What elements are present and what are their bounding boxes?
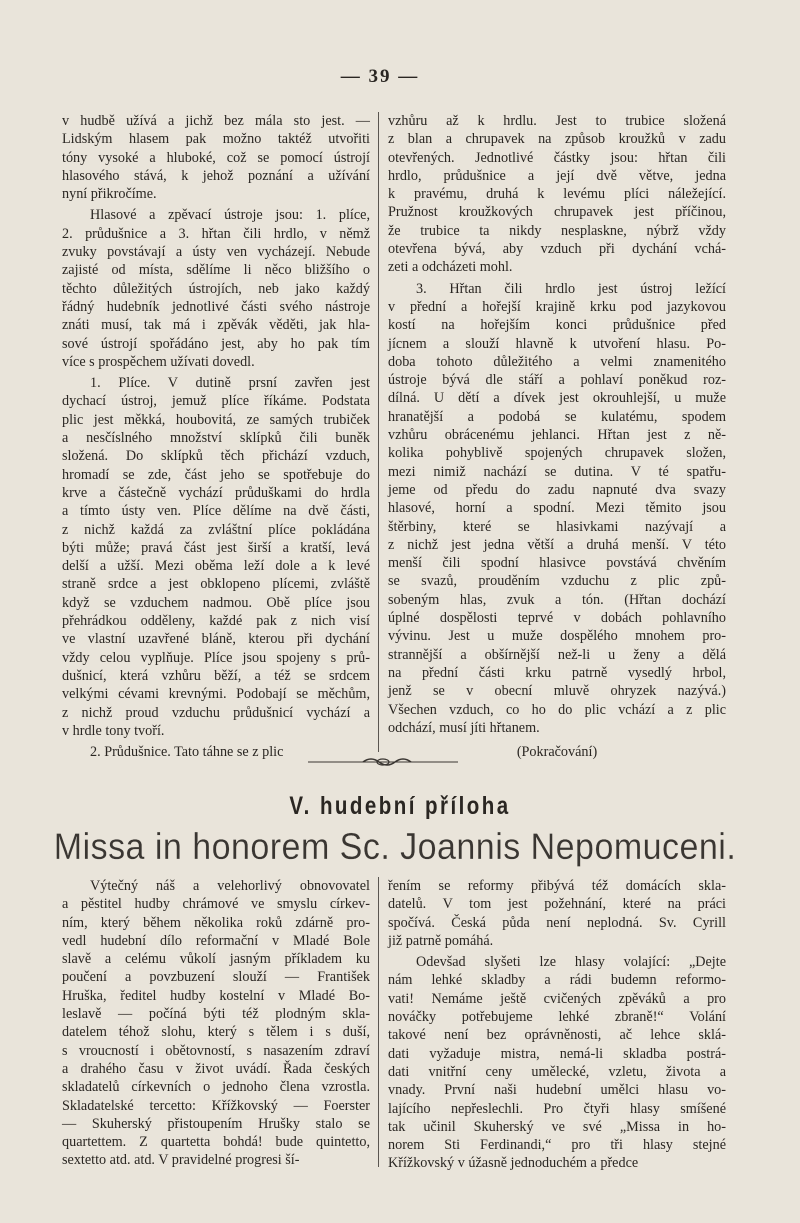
text-line: dychací ústroj, jemuž plíce říkáme. Podstata: [62, 393, 370, 410]
ornament-divider: [308, 757, 458, 767]
text-line: odchází, musí jíti hřtanem.: [388, 719, 540, 736]
text-line: mezi nimiž nachází se dutina. V té spatřu-: [388, 463, 726, 480]
text-line: nám lehké skladby a rádi budemn reformo-: [388, 972, 726, 989]
paragraph: [62, 112, 370, 203]
text-line: datelem téhož slohu, který s tělem i s duší,: [62, 1024, 370, 1041]
text-line: složená. Do sklípků těch přichází vzduch,: [62, 448, 370, 465]
text-line: kostí na hořejším konci průdušnice před: [388, 317, 726, 334]
paragraph: [388, 877, 726, 950]
text-line: v přední a hořejší krajině krku pod jazykovou: [388, 298, 726, 315]
text-line: k pravému, druhá k levému plíci náležející.: [388, 186, 726, 203]
bottom-left-column: [62, 877, 370, 1173]
text-line: Všechen vzduch, co ho do plic vchází a z plic: [388, 701, 726, 718]
text-line: sobeným hlas, zvuk a tón. (Hřtan dochází: [388, 591, 726, 608]
paragraph: [62, 206, 370, 371]
text-line: přehrádkou odděleny, každé pak z nich visí: [62, 613, 370, 630]
text-line: a tímto ústy ven. Plíce dělíme na dvě části,: [62, 503, 370, 520]
text-line: řádný hudebník jednotlivé části svého nástroje: [62, 298, 370, 315]
text-line: sextetto atd. atd. V pravidelné progresi ší-: [62, 1152, 300, 1169]
text-line: více s prospěchem užívati dovedl.: [62, 353, 255, 370]
text-line: vnady. První naši hudební umělci hlasu vo-: [388, 1082, 726, 1099]
text-line: dílná. U dětí a dívek jest okrouhlejší, u muže: [388, 390, 726, 407]
text-line: strannější a obšírnější než-li u ženy a dělá: [388, 646, 726, 663]
text-line: ním, který během několika roků zdárně pro-: [62, 914, 370, 931]
text-line: delší a užší. Mezi oběma leží dole a k levé: [62, 558, 370, 575]
text-line: menší čili spodní hlasivce povstává chvěním: [388, 555, 726, 572]
text-line: dati vnitřní ceny umělecké, vzletu, života a: [388, 1063, 726, 1080]
text-line: hlasového stává, k jehož poznání a užívání: [62, 167, 370, 184]
text-line: nováčky potřebujeme lehké zbraně!“ Volání: [388, 1009, 726, 1026]
text-line: plic jest měkká, houbovitá, ze samých trubiček: [62, 411, 370, 428]
text-line: Pružnost kroužkových chrupavek jest příčinou,: [388, 204, 726, 221]
text-line: znáti musí, tak má i zpěvák věděti, jak hla-: [62, 317, 370, 334]
text-line: jeme od předu do zadu napnuté dva svazy: [388, 481, 726, 498]
text-line: vzhůru až k hrdlu. Jest to trubice složená: [388, 113, 726, 129]
continuation-note: (Pokračování): [516, 744, 598, 761]
text-line: ve vlastní uzavřené bláně, kterou při dychání: [62, 631, 370, 648]
text-line: 1. Plíce. V dutině prsní zavřen jest: [90, 375, 370, 392]
paragraph: [388, 112, 726, 277]
text-line: v hrdle tony tvoří.: [62, 722, 165, 739]
text-line: býti může; pravá část jest širší a kratší, levá: [62, 539, 370, 556]
text-line: zajisté od místa, sdělíme li něco bližšího o: [62, 262, 370, 279]
text-line: Výtečný náš a velehorlivý obnovovatel: [90, 878, 370, 894]
text-line: z nichž proud vzduchu průdušnicí vychází a: [62, 704, 370, 721]
text-line: otevřených. Jednotlivé částky jsou: hřtan čili: [388, 149, 726, 166]
text-line: Lidským hlasem pak možno taktéž utvořiti: [62, 131, 370, 148]
text-line: otevřena bývá, aby vzduch při dychání vchá-: [388, 241, 726, 258]
text-line: a drahého času v život uvádí. Řada českých: [62, 1060, 370, 1077]
text-line: doba tohoto důležitého a velmi znamenitého: [388, 353, 726, 370]
text-line: skladatelů církevních o jednoho člena vzrostla.: [62, 1079, 370, 1096]
text-line: lajícího nepřeslechli. Pro čtyři hlasy smíšené: [388, 1100, 726, 1117]
section-title: Missa in honorem Sc. Joannis Nepomuceni.: [53, 826, 737, 867]
text-line: z nichž jest jedna větší a druhá menší. V této: [388, 536, 726, 553]
top-left-column: [62, 112, 370, 764]
text-line: již patrně pomáhá.: [388, 932, 494, 949]
text-line: tak učinil Skuherský ve své „Missa in ho-: [388, 1118, 726, 1135]
text-line: vzhůru obrácenému jehlanci. Hřtan jest z ně-: [388, 427, 726, 444]
text-line: že trubice ta nikdy nesplaskne, nýbrž vždy: [388, 222, 726, 239]
text-line: velkými cévami krevnými. Podobají se měchům,: [62, 686, 370, 703]
text-line: zvuky povstávají a ústy ven vycházejí. Nebude: [62, 244, 370, 261]
text-line: hromadí se zde, část jeho se spotřebuje do: [62, 466, 370, 483]
text-line: hlasové, horní a spodní. Mezi těmito jsou: [388, 500, 726, 517]
text-line: z nichž každá za zvláštní plíce pokládána: [62, 521, 370, 538]
text-line: datelů. V tom jest požehnání, které na práci: [388, 896, 726, 913]
text-line: vždy celou vyplňuje. Plíce jsou spojeny s prů-: [62, 649, 370, 666]
paragraph: [62, 374, 370, 740]
text-line: spočívá. Česká půda není neplodná. Sv. Cyrill: [388, 914, 726, 931]
column-divider-bottom: [378, 877, 379, 1167]
page-number: — 39 —: [340, 66, 420, 87]
text-line: nyní přikročíme.: [62, 186, 157, 203]
text-line: na přední části krku patrně vysedlý hrbol,: [388, 664, 726, 681]
text-line: vati! Nemáme ještě cvičených zpěváků a pro: [388, 990, 726, 1007]
text-line: jícnem a slouží hlavně k utvoření hlasu. Po-: [388, 335, 726, 352]
text-line: sové ústrojí spořádáno jest, aby ho pak tím: [62, 335, 370, 352]
text-line: straně srdce a jest obklopeno plícemi, zvláště: [62, 576, 370, 593]
text-line: Odevšad slyšeti lze hlasy volající: „Dejte: [416, 954, 726, 971]
paragraph: [388, 953, 726, 1173]
text-line: quartettem. Z quartetta bohdá! bude quintetto,: [62, 1134, 370, 1151]
text-line: tóny vysoké a hluboké, což se pomocí ústrojí: [62, 149, 370, 166]
text-line: štěrbiny, které se hlasivkami nazývají a: [388, 518, 726, 535]
text-line: z blan a chrupavek na způsob kroužků v zadu: [388, 131, 726, 148]
text-line: kolika pohyblivě spojených chrupavek složen,: [388, 445, 726, 462]
paragraph: [62, 877, 370, 1170]
text-line: vývinu. Jest u muže dospělého mnohem pro-: [388, 628, 726, 645]
paragraph: [388, 280, 726, 737]
text-line: Hruška, ředitel hudby kostelní v Mladé Bo-: [62, 987, 370, 1004]
text-line: řením se reformy přibývá též domácích skla-: [388, 878, 726, 894]
text-line: Skladatelské tercetto: Křížkovský — Foerster: [62, 1097, 370, 1114]
text-line: zeti a odcházeti mohl.: [388, 259, 513, 276]
text-line: 2. Průdušnice. Tato táhne se z plic: [90, 744, 284, 761]
text-line: vedl hudební dílo reformační v Mladé Bole: [62, 932, 370, 949]
text-line: hrdlo, průdušnice a její dvě větve, jedna: [388, 167, 726, 184]
text-line: v hudbě užívá a jichž bez mála sto jest. —: [62, 113, 370, 129]
text-line: s vroucností i obětovností, s nasazením zdraví: [62, 1042, 370, 1059]
column-divider: [378, 112, 379, 752]
text-line: a nesčíslného množství sklípků čili buněk: [62, 430, 370, 447]
text-line: hranatější a podobá se kulatému, spodem: [388, 408, 726, 425]
top-right-column: [388, 112, 726, 761]
text-line: norem Sti Ferdinandi,“ pro tři hlasy stejné: [388, 1137, 726, 1154]
text-line: jenž se v obecní mluvě ohryzek nazývá.): [388, 683, 726, 700]
text-line: krve a částečně vychází průduškami do hrdla: [62, 484, 370, 501]
text-line: 2. průdušnice a 3. hřtan čili hrdlo, v němž: [62, 225, 370, 242]
text-line: Hlasové a zpěvací ústroje jsou: 1. plíce,: [90, 207, 370, 224]
bottom-right-column: [388, 877, 726, 1176]
text-line: úplné dospělosti teprvé v dobách pohlavního: [388, 610, 726, 627]
text-line: když se vzduchem nadmou. Obě plíce jsou: [62, 594, 370, 611]
text-line: dati vyžaduje mistra, nemá-li skladba postrá-: [388, 1045, 726, 1062]
text-line: poučení a povzbuzení slouží — František: [62, 969, 370, 986]
text-line: a pěstitel hudby chrámové ve smyslu církev-: [62, 896, 370, 913]
text-line: těchto důležitých ústrojích, neb jako každý: [62, 280, 370, 297]
text-line: leslavě — počíná býti též plodným skla-: [62, 1006, 370, 1023]
text-line: ústroje bývá dle stáří a pohlaví poněkud roz-: [388, 372, 726, 389]
text-line: slavě a celému vůkolí jasným příkladem ku: [62, 951, 370, 968]
text-line: takové není bez oprávněnosti, ač lehce sklá-: [388, 1027, 726, 1044]
text-line: dušnicí, která vzhůru běží, a též se srdcem: [62, 667, 370, 684]
section-heading: V. hudební příloha: [289, 792, 511, 820]
text-line: se svazů, prouděním vzduchu z plic způ-: [388, 573, 726, 590]
text-line: Křížkovský v úžasně jednoduchém a předce: [388, 1155, 639, 1172]
text-line: 3. Hřtan čili hrdlo jest ústroj ležící: [416, 280, 726, 297]
text-line: — Skuherský přistoupením Hrušky stalo se: [62, 1115, 370, 1132]
